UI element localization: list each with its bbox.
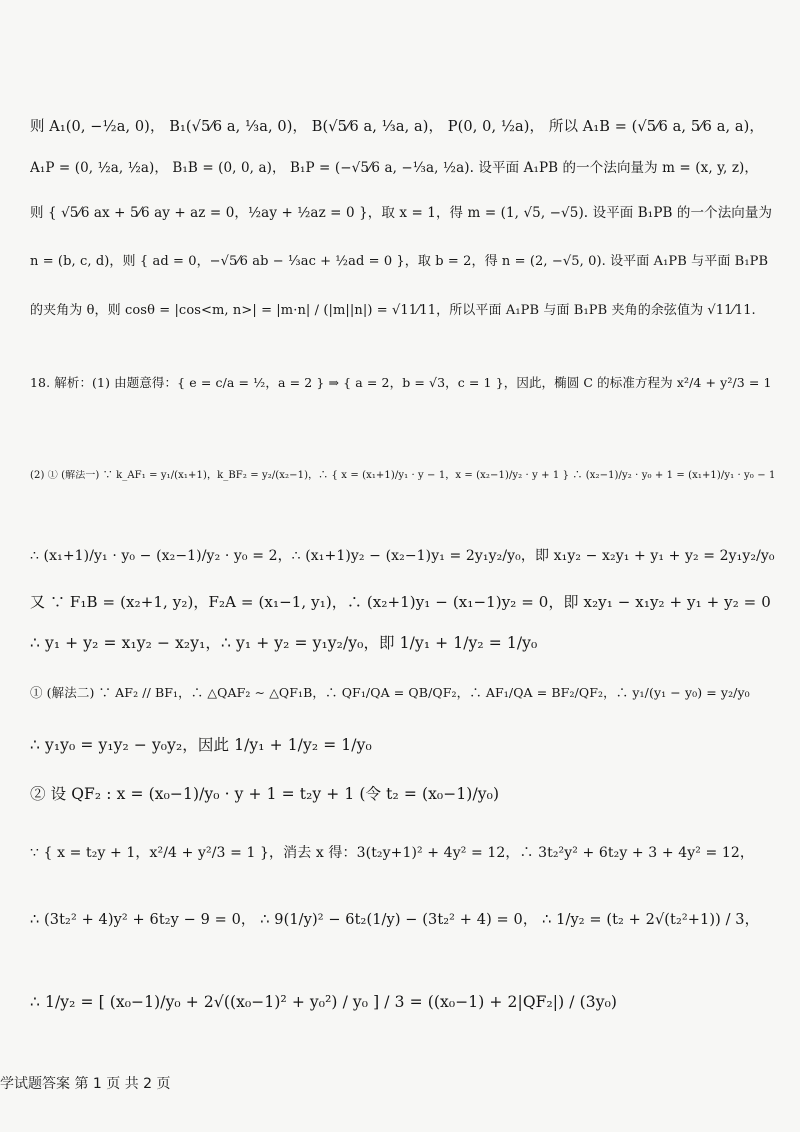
cosine-angle-line: 的夹角为 θ，则 cosθ = |cos<m, n>| = |m·n| / (|m||n|) = √11⁄11，所以平面 A₁PB 与面 B₁PB 夹角的余弦值为 √11⁄11. (30, 303, 756, 318)
method2-conclusion-line: ∴ y₁y₀ = y₁y₂ − y₀y₂，因此 1/y₁ + 1/y₂ = 1/y₀ (30, 736, 372, 754)
q18-part2-method1-line: (2) ① (解法一) ∵ k_AF₁ = y₁/(x₁+1)，k_BF₂ = y₂/(x₂−1)，∴ { x = (x₁+1)/y₁ · y − 1，x = (x₂−1)/y₂ · y + 1 } ∴ (x₂−1)/y₂ · y₀ + 1 = (x₁+1)/y₁ · y₀ − 1 (30, 470, 775, 481)
method2-line: ① (解法二) ∵ AF₂ // BF₁，∴ △QAF₂ ∼ △QF₁B，∴ QF₁/QA = QB/QF₂，∴ AF₁/QA = BF₂/QF₂，∴ y₁/(y₁ − y₀) = y₂/y₀ (30, 685, 750, 700)
normal-vector-m-line: 则 { √5⁄6 ax + 5⁄6 ay + az = 0，½ay + ½az = 0 }，取 x = 1，得 m = (1, √5, −√5). 设平面 B₁PB 的一个法向量为 (30, 205, 773, 221)
system-elimination-line: ∵ { x = t₂y + 1，x²/4 + y²/3 = 1 }，消去 x 得：3(t₂y+1)² + 4y² = 12，∴ 3t₂²y² + 6t₂y + 3 + 4y² = 12， (30, 845, 755, 861)
derivation-line-3: ∴ y₁ + y₂ = x₁y₂ − x₂y₁，∴ y₁ + y₂ = y₁y₂/y₀，即 1/y₁ + 1/y₂ = 1/y₀ (30, 634, 538, 652)
page-footer: 学试题答案 第 1 页 共 2 页 (0, 1076, 171, 1092)
derivation-line-2: 又 ∵ F₁B = (x₂+1, y₂)，F₂A = (x₁−1, y₁)，∴ (x₂+1)y₁ − (x₁−1)y₂ = 0，即 x₂y₁ − x₁y₂ + y₁ + y₂ = 0 (30, 593, 771, 611)
normal-vector-n-line: n = (b, c, d)，则 { ad = 0，−√5⁄6 ab − ⅓ac + ½ad = 0 }，取 b = 2，得 n = (2, −√5, 0). 设平面 A₁PB 与平面 B₁PB (30, 254, 769, 269)
part2-line-setup: ② 设 QF₂ : x = (x₀−1)/y₀ · y + 1 = t₂y + 1 (令 t₂ = (x₀−1)/y₀) (30, 785, 500, 803)
vectors-line: A₁P = (0, ½a, ½a)， B₁B = (0, 0, a)， B₁P = (−√5⁄6 a, −⅓a, ½a). 设平面 A₁PB 的一个法向量为 m = (x, y, z)， (30, 160, 758, 176)
quadratic-line: ∴ (3t₂² + 4)y² + 6t₂y − 9 = 0， ∴ 9(1/y)² − 6t₂(1/y) − (3t₂² + 4) = 0， ∴ 1/y₂ = (t₂ + 2√(t₂²+1)) / 3， (30, 912, 760, 928)
coordinates-line: 则 A₁(0, −½a, 0)， B₁(√5⁄6 a, ⅓a, 0)， B(√5⁄6 a, ⅓a, a)， P(0, 0, ½a)， 所以 A₁B = (√5⁄6 a, 5⁄6 a, a)， (30, 119, 764, 135)
derivation-line-1: ∴ (x₁+1)/y₁ · y₀ − (x₂−1)/y₂ · y₀ = 2，∴ (x₁+1)y₂ − (x₂−1)y₁ = 2y₁y₂/y₀，即 x₁y₂ − x₂y₁ + y₁ + y₂ = 2y₁y₂/y₀ (30, 548, 775, 564)
final-expression-line: ∴ 1/y₂ = [ (x₀−1)/y₀ + 2√((x₀−1)² + y₀²) / y₀ ] / 3 = ((x₀−1) + 2|QF₂|) / (3y₀) (30, 993, 618, 1011)
q18-part1-line: 18. 解析：(1) 由题意得：{ e = c/a = ½，a = 2 } ⇒ { a = 2，b = √3，c = 1 }，因此，椭圆 C 的标准方程为 x²/4 + y²/3 = 1 (30, 375, 772, 390)
